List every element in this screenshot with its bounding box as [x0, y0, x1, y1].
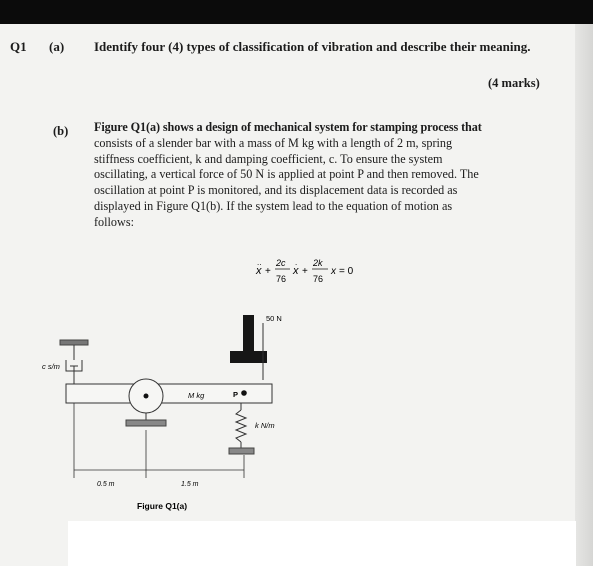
eq-x: x: [331, 266, 336, 277]
spring-label: k N/m: [255, 421, 275, 430]
force-label: 50 N: [266, 314, 282, 323]
paragraph-line: Figure Q1(a) shows a design of mechanical system for stamping process that: [94, 120, 482, 134]
eq-num-k: 2k: [313, 258, 323, 268]
point-label: P: [233, 390, 239, 399]
pivot-ground-hatch-icon: [126, 420, 166, 426]
paragraph-line: consists of a slender bar with a mass of M kg with a length of 2 m, spring: [94, 135, 453, 150]
slender-bar: [66, 384, 272, 403]
eq-ddot-mark: ..: [257, 258, 262, 267]
part-a-text: Identify four (4) types of classification of vibration and describe their meaning.: [94, 39, 531, 54]
damper-label: c s/m: [42, 362, 60, 371]
paragraph-line: oscillating, a vertical force of 50 N is applied at point P and then removed. The: [94, 167, 479, 182]
pivot-center: [144, 394, 149, 399]
press-head-icon: [230, 351, 267, 363]
eq-den-2: 76: [313, 274, 324, 284]
paragraph-line: oscillation at point P is monitored, and its displacement data is recorded as: [94, 183, 458, 198]
eq-dot-mark: .: [295, 258, 298, 267]
spring-icon: [236, 410, 246, 442]
ceiling-hatch-icon: [60, 340, 88, 345]
blank-white-area: [68, 521, 576, 566]
eq-plus-2: +: [302, 266, 308, 277]
part-a-marks: (4 marks): [488, 76, 540, 90]
eq-plus-1: +: [265, 266, 271, 277]
eq-num-c: 2c: [276, 258, 286, 268]
question-number: Q1: [10, 39, 27, 54]
dim-right-label: 1.5 m: [181, 481, 199, 488]
eq-x-dot: x: [293, 265, 299, 277]
paragraph-line: displayed in Figure Q1(b). If the system lead to the equation of motion as: [94, 198, 453, 213]
spring-ground-hatch-icon: [229, 448, 254, 454]
eq-x-ddot: x: [256, 265, 262, 277]
part-b-label: (b): [53, 124, 69, 138]
figure-caption: Figure Q1(a): [137, 501, 188, 511]
paragraph-line: stiffness coefficient, k and damping coefficient, c. To ensure the system: [94, 151, 443, 166]
point-p-marker: [241, 390, 247, 396]
eq-den-1: 76: [276, 274, 287, 284]
dim-left-label: 0.5 m: [97, 481, 115, 488]
mass-label: M kg: [188, 391, 205, 400]
eq-equals-zero: = 0: [339, 266, 354, 277]
paragraph-line: follows:: [94, 214, 134, 229]
part-a-label: (a): [49, 39, 65, 54]
press-column-icon: [243, 315, 254, 351]
